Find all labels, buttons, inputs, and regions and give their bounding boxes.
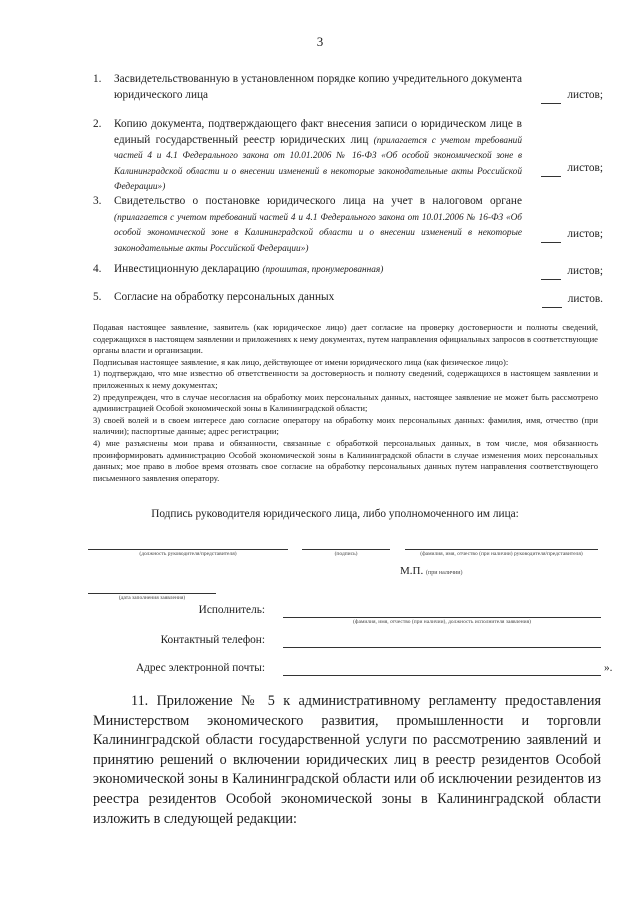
item-number: 3. (93, 195, 102, 207)
position-line[interactable] (88, 549, 288, 550)
mp-label: М.П. (400, 565, 424, 577)
item-number: 2. (93, 118, 102, 130)
executor-field[interactable] (283, 617, 601, 618)
consent-paragraph: 4) мне разъяснены мои права и обязанности, связанные с обработкой персональных данных, в том числе, моя обязанность проинформировать администрацию Особой экономической зоны в Калининградской области в случае изменения моих персональных данных; мое право в любое время отозвать свое согласие на обработку персональных данных путем направления соответствующего письменного заявления оператору. (93, 437, 598, 483)
item-text: Инвестиционную декларацию (114, 263, 260, 275)
date-caption: (дата заполнения заявления) (118, 595, 186, 601)
list-item-1 (93, 72, 603, 103)
list-item-2 (93, 117, 603, 195)
sheets-count: листов; (523, 88, 603, 104)
phone-field[interactable] (283, 647, 601, 648)
stamp-placeholder (400, 565, 462, 577)
item-number: 1. (93, 73, 102, 85)
sheets-count: листов; (523, 264, 603, 280)
phone-label: Контактный телефон: (160, 634, 265, 646)
signature-title: Подпись руководителя юридического лица, либо уполномоченного им лица: (151, 508, 519, 520)
email-label: Адрес электронной почты: (135, 662, 265, 674)
item-text: Согласие на обработку персональных данных (114, 291, 335, 303)
sheets-count: листов; (523, 161, 603, 177)
item-text: Свидетельство о постановке юридического лица на учет в налоговом органе (114, 195, 522, 207)
item-text: Засвидетельствованную в установленном порядке копию учредительного документа юридического лица (114, 73, 522, 101)
consent-paragraph: 3) своей волей и в своем интересе даю согласие оператору на обработку моих персональных данных: фамилия, имя, отчество (при наличии); паспортные данные; адрес регистрации; (93, 414, 598, 437)
item-note: (прилагается с учетом требований частей 4 и 4.1 Федерального закона от 10.01.2006 № 16-ФЗ «Об особой экономической зоне в Калининградской области и о внесении изменений в некоторые законодательные акты Российской Федерации») (114, 135, 522, 192)
page-number: 3 (316, 34, 324, 49)
signature-line[interactable] (302, 549, 390, 550)
consent-paragraph: Подавая настоящее заявление, заявитель (как юридическое лицо) дает согласие на проверку достоверности и полноты сведений, содержащихся в настоящем заявлении и приложениях к нему документах, путем направления официальных запросов в соответствующие органы власти и организации. (93, 322, 598, 356)
consent-paragraph: 1) подтверждаю, что мне известно об ответственности за достоверность и полноту сведений, содержащихся в настоящем заявлении и приложенных к нему документах; (93, 368, 598, 390)
list-item-3 (93, 194, 603, 256)
sheets-count: листов; (523, 227, 603, 243)
name-caption: (фамилия, имя, отчество (при наличии) руководителя/представителя) (420, 551, 583, 557)
consent-block (93, 322, 598, 484)
item-number: 4. (93, 263, 102, 275)
sheets-count: листов. (523, 292, 603, 308)
consent-paragraph: Подписывая настоящее заявление, я как лицо, действующее от имени юридического лица (как физическое лицо): (93, 356, 509, 367)
consent-paragraph: 2) предупрежден, что в случае несогласия на обработку моих персональных данных, настоящее заявление не может быть рассмотрено администрацией Особой экономической зоны в Калининградской области; (93, 391, 598, 414)
item-text: Копию документа, подтверждающего факт внесения записи о юридическом лице в единый государственный реестр юридических лиц (114, 118, 522, 146)
position-caption: (должность руководителя/представителя) (139, 551, 237, 557)
item-note: (прошитая, пронумерованная) (262, 265, 384, 275)
date-line[interactable] (88, 593, 216, 594)
closing-quote: ». (604, 662, 613, 674)
signature-caption: (подпись) (334, 551, 358, 557)
item-note: (прилагается с учетом требований частей 4 и 4.1 Федерального закона от 10.01.2006 № 16-ФЗ «Об особой экономической зоне в Калининградской области и о внесении изменений в некоторые законодательные акты Российской Федерации») (114, 212, 522, 254)
paragraph-11: 11. Приложение № 5 к административному регламенту предоставления Министерством экономического развития, промышленности и торговли Калининградской области государственной услуги по рассмотрению заявлений и принятию решений о включении юридических лиц в реестр резидентов Особой экономической зоны в Калининградской области или об исключении резидентов из реестра резидентов Особой экономической зоны в Калининградской области изложить в следующей редакции: (93, 693, 601, 827)
executor-label: Исполнитель: (198, 604, 265, 616)
email-field[interactable] (283, 675, 601, 676)
list-item-5 (93, 290, 603, 306)
item-number: 5. (93, 291, 102, 303)
mp-note: (при наличии) (425, 570, 463, 576)
name-line[interactable] (405, 549, 598, 550)
list-item-4 (93, 262, 603, 278)
executor-caption: (фамилия, имя, отчество (при наличии), должность исполнителя заявления) (353, 619, 531, 625)
